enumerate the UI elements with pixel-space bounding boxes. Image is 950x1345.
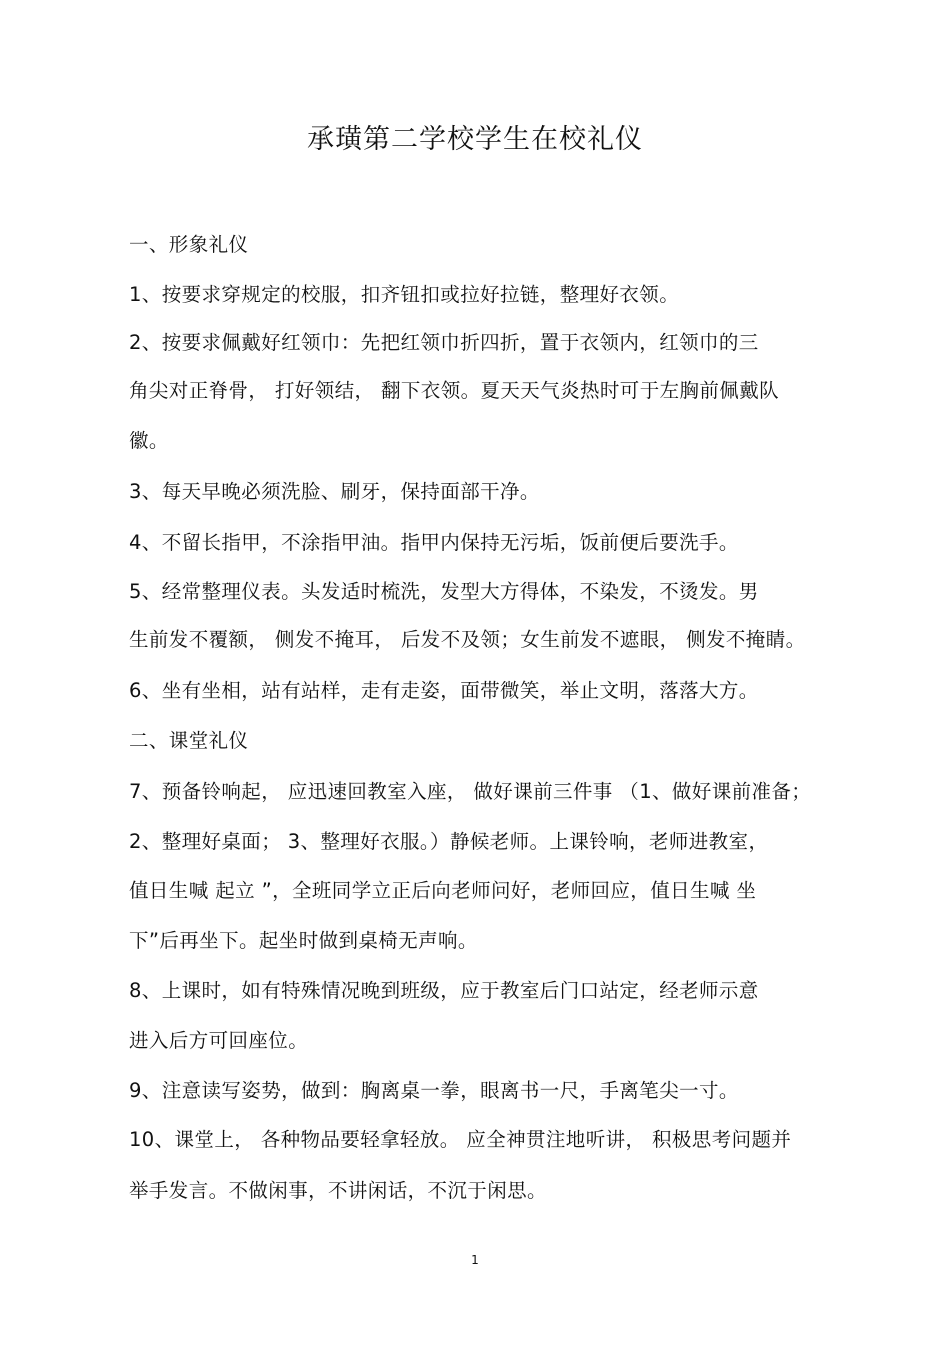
paragraph-line: 徽。 [129, 429, 169, 452]
paragraph-line: 1、按要求穿规定的校服，扣齐钮扣或拉好拉链，整理好衣领。 [129, 283, 680, 306]
section-heading-classroom-etiquette: 二、课堂礼仪 [129, 729, 249, 752]
paragraph-line: 5、经常整理仪表。头发适时梳洗，发型大方得体，不染发，不烫发。男 [129, 580, 759, 603]
paragraph-line: 3、每天早晚必须洗脸、刷牙，保持面部干净。 [129, 480, 540, 503]
paragraph-line: 7、预备铃响起， 应迅速回教室入座， 做好课前三件事 （1、做好课前准备； [129, 780, 812, 803]
paragraph-line: 9、注意读写姿势，做到：胸离桌一拳，眼离书一尺，手离笔尖一寸。 [129, 1079, 739, 1102]
paragraph-line: 举手发言。不做闲事，不讲闲话，不沉于闲思。 [129, 1179, 547, 1202]
page-number: 1 [471, 1253, 479, 1267]
paragraph-line: 角尖对正脊骨， 打好领结， 翻下衣领。夏天天气炎热时可于左胸前佩戴队 [129, 379, 779, 402]
paragraph-line: 2、整理好桌面； 3、整理好衣服。）静候老师。上课铃响，老师进教室， [129, 830, 769, 853]
paragraph-line: 2、按要求佩戴好红领巾：先把红领巾折四折，置于衣领内，红领巾的三 [129, 331, 759, 354]
paragraph-line: 值日生喊 起立 ”，全班同学立正后向老师问好，老师回应，值日生喊 坐 [129, 879, 757, 902]
section-heading-image-etiquette: 一、形象礼仪 [129, 233, 249, 256]
paragraph-line: 10、课堂上， 各种物品要轻拿轻放。 应全神贯注地听讲， 积极思考问题并 [129, 1128, 792, 1151]
paragraph-line: 下”后再坐下。起坐时做到桌椅无声响。 [129, 929, 478, 952]
paragraph-line: 6、坐有坐相，站有站样，走有走姿，面带微笑，举止文明，落落大方。 [129, 679, 759, 702]
document-title: 承璜第二学校学生在校礼仪 [307, 124, 643, 155]
paragraph-line: 进入后方可回座位。 [129, 1029, 309, 1052]
paragraph-line: 4、不留长指甲，不涂指甲油。指甲内保持无污垢，饭前便后要洗手。 [129, 531, 739, 554]
paragraph-line: 8、上课时，如有特殊情况晚到班级，应于教室后门口站定，经老师示意 [129, 979, 759, 1002]
paragraph-line: 生前发不覆额， 侧发不掩耳， 后发不及领；女生前发不遮眼， 侧发不掩睛。 [129, 628, 806, 651]
